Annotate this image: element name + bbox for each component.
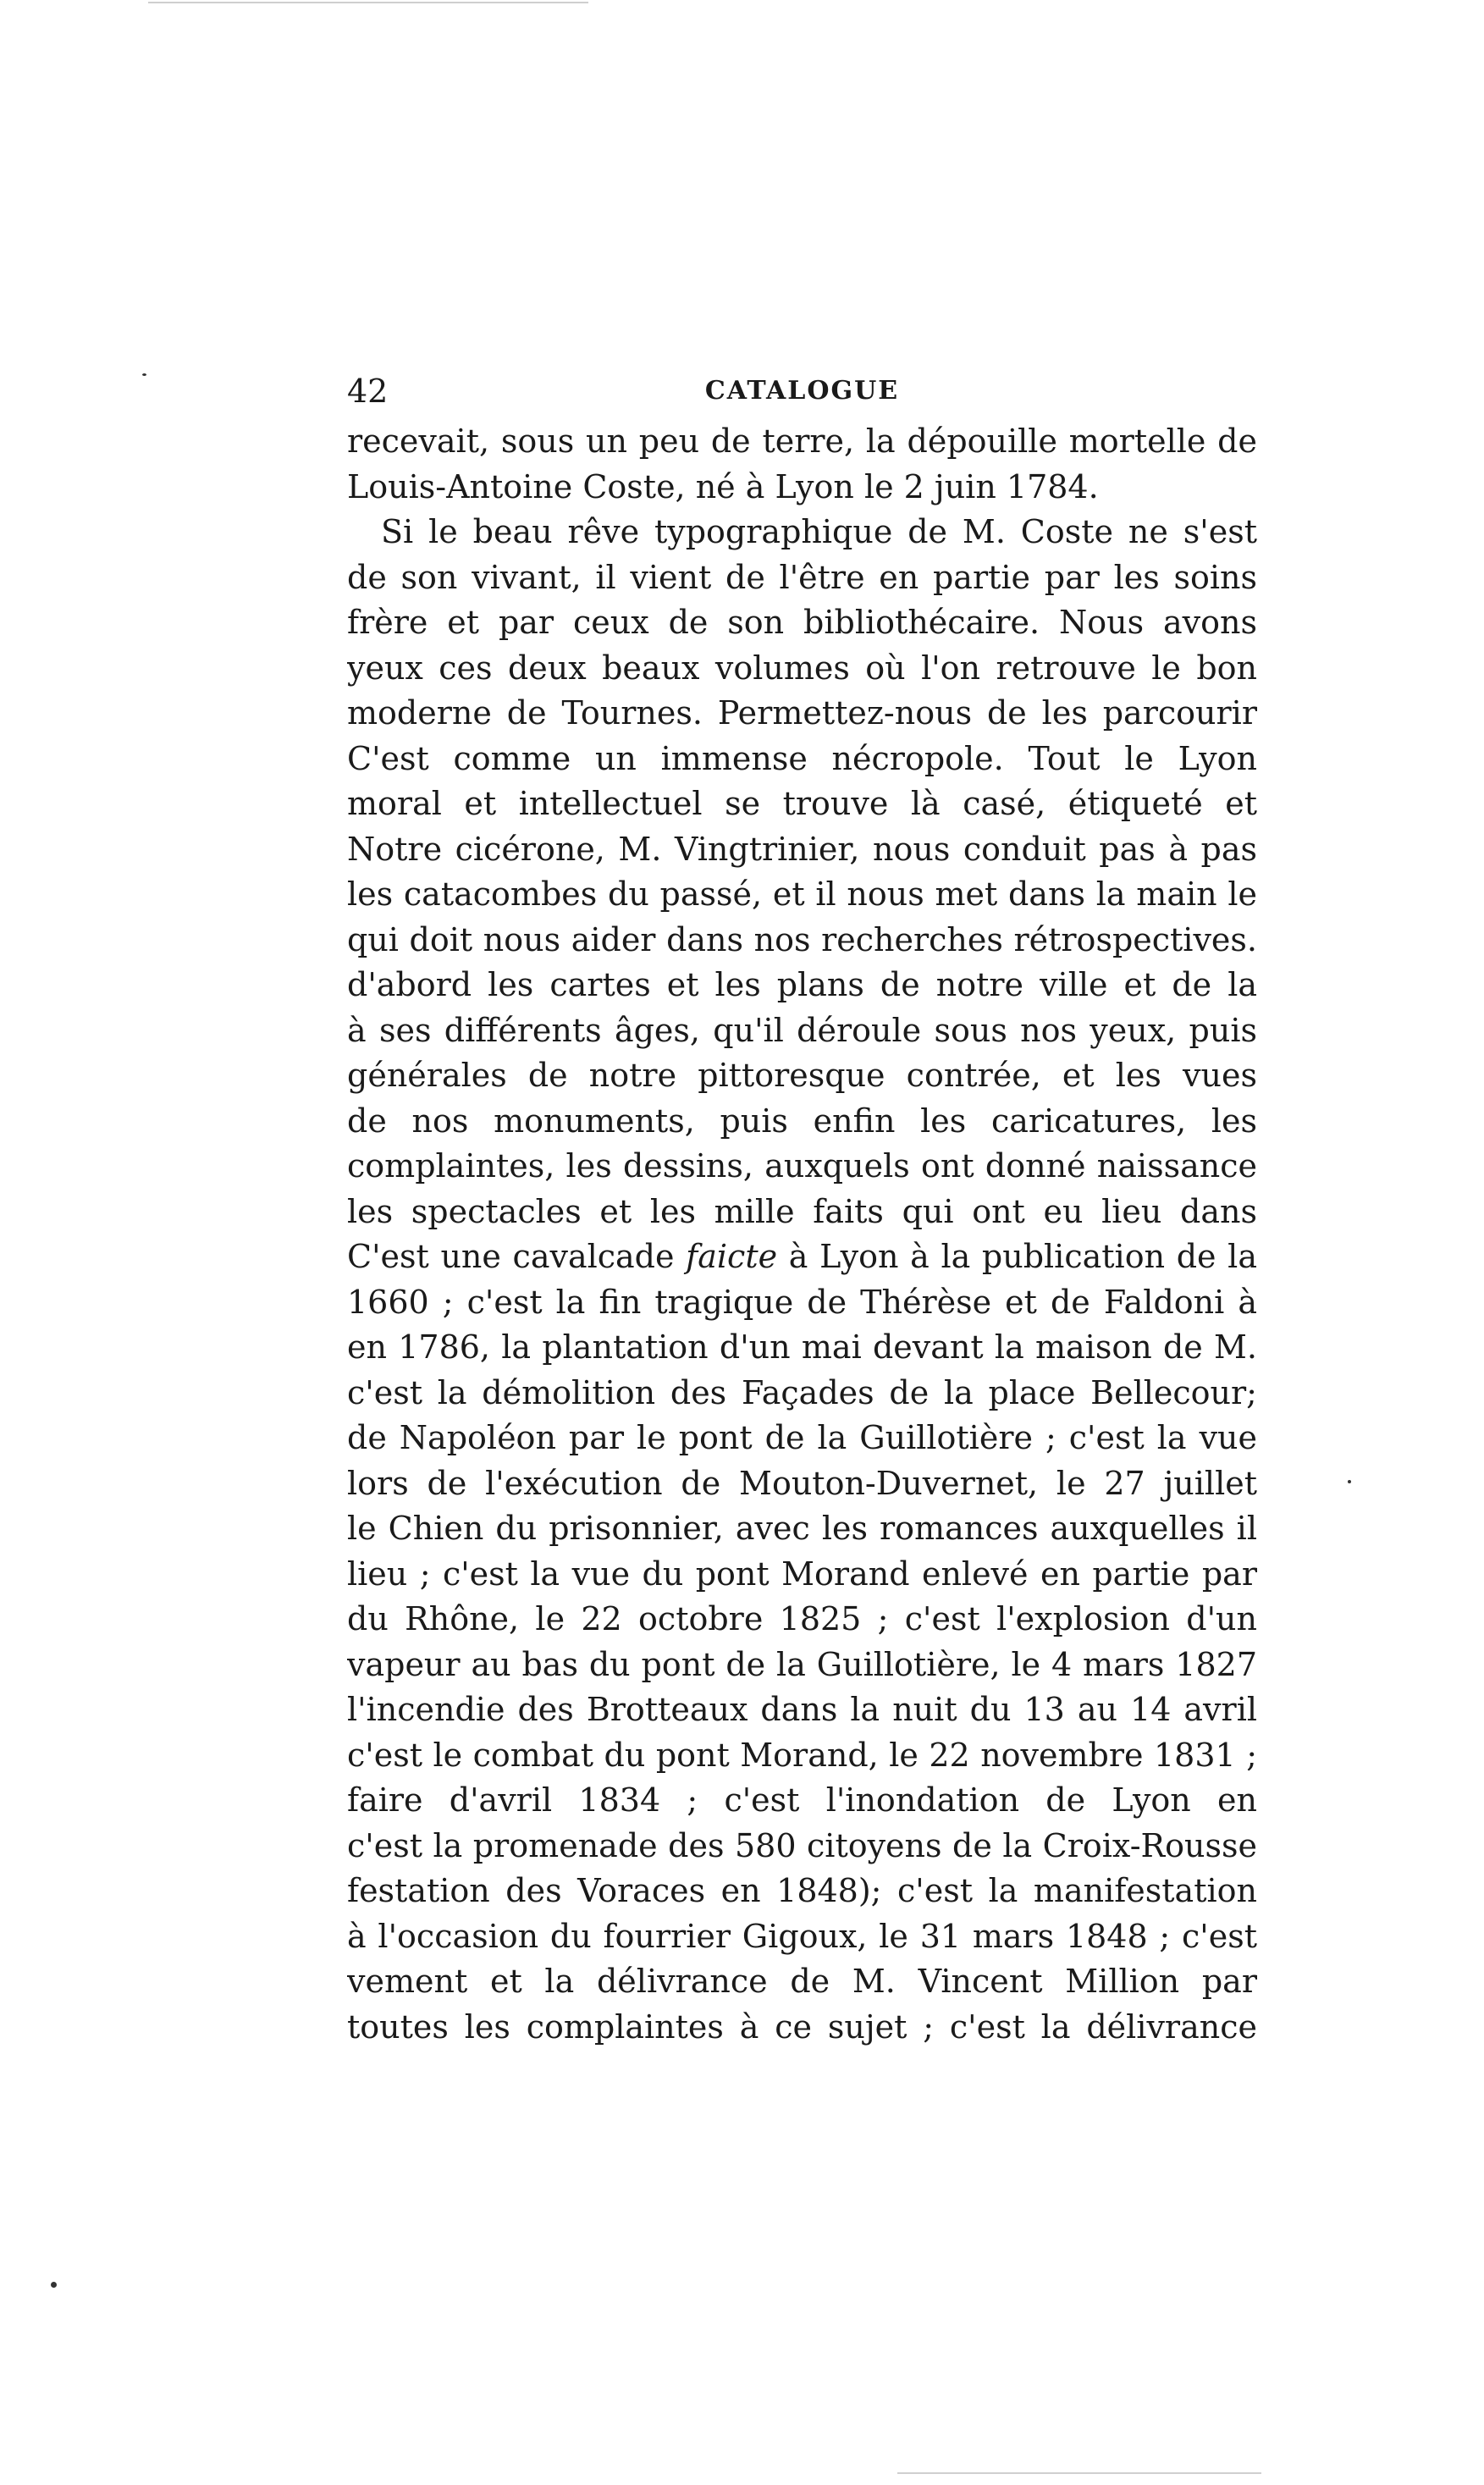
text-line: C'est comme un immense nécropole. Tout le Lyon [347, 739, 1257, 777]
speck [142, 373, 146, 376]
text-line: à ses différents âges, qu'il déroule sous nos yeux, puis [347, 1011, 1257, 1049]
text-line: complaintes, les dessins, auxquels ont donné naissance [347, 1147, 1257, 1185]
text-line: qui doit nous aider dans nos recherches rétrospectives. [347, 920, 1257, 958]
text-line: de Napoléon par le pont de la Guillotière ; c'est la vue [347, 1419, 1257, 1456]
text-line: vapeur au bas du pont de la Guillotière, le 4 mars 1827 [347, 1645, 1257, 1683]
text-line: de son vivant, il vient de l'être en partie par les soins [347, 558, 1257, 596]
text-line: c'est le combat du pont Morand, le 22 novembre 1831 ; [347, 1736, 1257, 1774]
text-line: du Rhône, le 22 octobre 1825 ; c'est l'explosion d'un [347, 1600, 1257, 1637]
body-text [347, 419, 1257, 2050]
text-line: de nos monuments, puis enfin les caricatures, les [347, 1102, 1257, 1140]
text-line: Notre cicérone, M. Vingtrinier, nous conduit pas à pas [347, 830, 1257, 868]
text-line: l'incendie des Brotteaux dans la nuit du 13 au 14 avril [347, 1691, 1257, 1728]
text-line: les catacombes du passé, et il nous met dans la main le [347, 875, 1257, 913]
text-line-with-italic [347, 1234, 1257, 1280]
text-segment: C'est une cavalcade [347, 1238, 675, 1275]
text-line: c'est la démolition des Façades de la place Bellecour; [347, 1373, 1257, 1411]
text-line: lors de l'exécution de Mouton-Duvernet, le 27 juillet [347, 1464, 1257, 1502]
text-line: le Chien du prisonnier, avec les romances auxquelles il [347, 1510, 1257, 1547]
speck [51, 2282, 57, 2288]
text-line: générales de notre pittoresque contrée, et les vues [347, 1057, 1257, 1094]
italic-word: faicte [686, 1238, 778, 1275]
text-line: à l'occasion du fourrier Gigoux, le 31 mars 1848 ; c'est [347, 1917, 1257, 1955]
text-line: d'abord les cartes et les plans de notre ville et de la [347, 966, 1257, 1003]
text-line: en 1786, la plantation d'un mai devant la maison de M. [347, 1328, 1257, 1366]
text-line: festation des Voraces en 1848); c'est la manifestation [347, 1872, 1257, 1909]
scan-mark-top [148, 2, 588, 3]
text-line: moderne de Tournes. Permettez-nous de les parcourir [347, 694, 1257, 732]
text-line: lieu ; c'est la vue du pont Morand enlevé en partie par [347, 1555, 1257, 1593]
running-title: CATALOGUE [704, 376, 900, 406]
scan-mark-bottom [897, 2472, 1261, 2474]
text-line: les spectacles et les mille faits qui ont eu lieu dans [347, 1192, 1257, 1230]
text-line: recevait, sous un peu de terre, la dépouille mortelle de [347, 422, 1257, 460]
text-line: yeux ces deux beaux volumes où l'on retrouve le bon [347, 649, 1257, 687]
text-line: Louis-Antoine Coste, né à Lyon le 2 juin 1784. [347, 467, 1099, 505]
page-number: 42 [347, 373, 389, 410]
text-line: toutes les complaintes à ce sujet ; c'est la délivrance [347, 2007, 1257, 2046]
text-line: frère et par ceux de son bibliothécaire. Nous avons [347, 604, 1257, 641]
text-segment: à Lyon à la publication de la [788, 1238, 1257, 1275]
text-line: Si le beau rêve typographique de M. Coste ne s'est [381, 513, 1257, 550]
speck [1348, 1480, 1351, 1483]
text-line: faire d'avril 1834 ; c'est l'inondation de Lyon en [347, 1781, 1257, 1819]
text-line: moral et intellectuel se trouve là casé, étiqueté et [347, 785, 1257, 822]
text-line: vement et la délivrance de M. Vincent Million par [347, 1963, 1257, 2000]
page-header [347, 366, 1257, 417]
text-line: 1660 ; c'est la fin tragique de Thérèse et de Faldoni à [347, 1283, 1257, 1321]
text-line: c'est la promenade des 580 citoyens de la Croix-Rousse [347, 1826, 1257, 1864]
